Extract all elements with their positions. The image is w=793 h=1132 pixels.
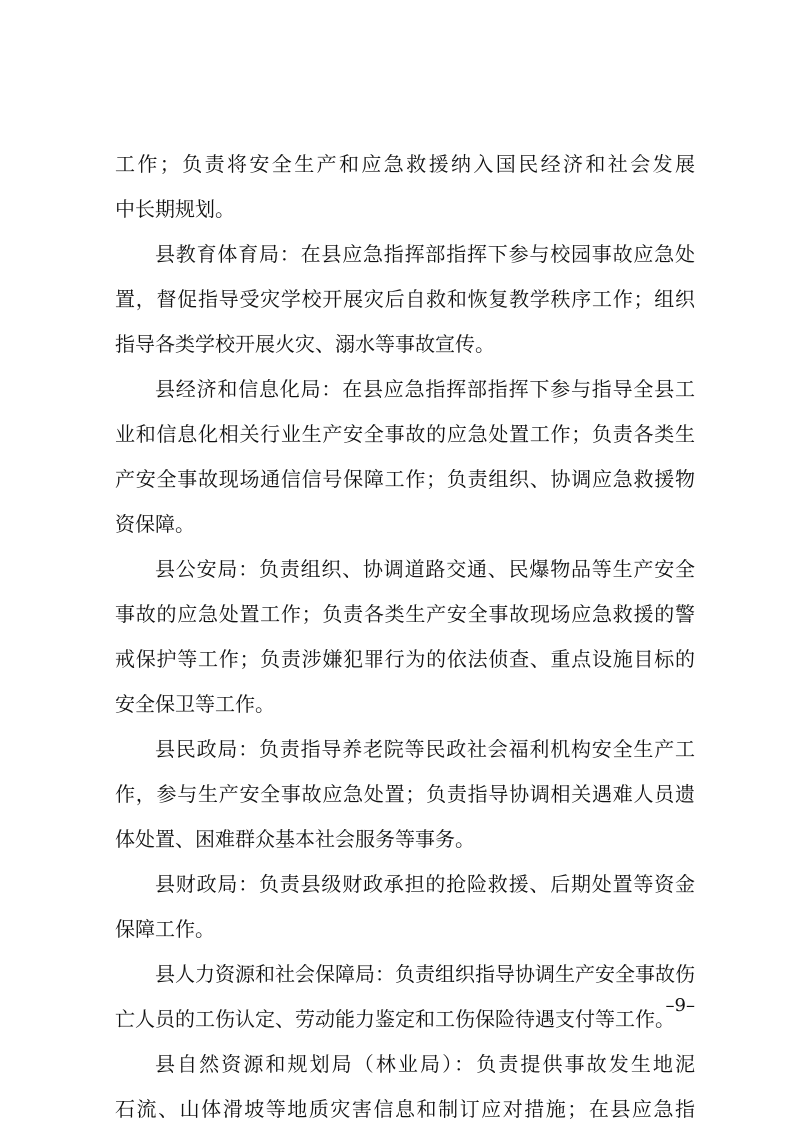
page-number: –9– [665,995,695,1016]
paragraph [115,1042,695,1132]
text-line: 事故的应急处置工作；负责各类生产安全事故现场应急救援的警 [115,602,695,626]
text-line: 县人力资源和社会保障局：负责组织指导协调生产安全事故伤 [155,962,695,986]
text-line: 安全保卫等工作。 [115,692,275,716]
text-line: 指导各类学校开展火灾、溺水等事故宣传。 [115,332,495,356]
text-line: 中长期规划。 [115,197,235,221]
text-line: 工作；负责将安全生产和应急救援纳入国民经济和社会发展 [115,152,695,176]
document-body [115,142,695,1132]
text-line: 县经济和信息化局：在县应急指挥部指挥下参与指导全县工 [155,377,695,401]
text-line: 资保障。 [115,512,195,536]
paragraph [115,547,695,727]
paragraph [115,367,695,547]
paragraph [115,952,695,1042]
text-line: 县财政局：负责县级财政承担的抢险救援、后期处置等资金 [155,872,695,896]
text-line: 县自然资源和规划局（林业局）：负责提供事故发生地泥 [155,1052,695,1076]
paragraph [115,727,695,862]
text-line: 保障工作。 [115,917,215,941]
paragraph [115,142,695,232]
text-line: 石流、山体滑坡等地质灾害信息和制订应对措施；在县应急指 [115,1097,695,1121]
paragraph [115,862,695,952]
text-line: 亡人员的工伤认定、劳动能力鉴定和工伤保险待遇支付等工作。 [115,1007,675,1031]
text-line: 县公安局：负责组织、协调道路交通、民爆物品等生产安全 [155,557,695,581]
text-line: 体处置、困难群众基本社会服务等事务。 [115,827,475,851]
text-line: 产安全事故现场通信信号保障工作；负责组织、协调应急救援物 [115,467,695,491]
text-line: 作，参与生产安全事故应急处置；负责指导协调相关遇难人员遗 [115,782,695,806]
text-line: 业和信息化相关行业生产安全事故的应急处置工作；负责各类生 [115,422,695,446]
text-line: 戒保护等工作；负责涉嫌犯罪行为的依法侦查、重点设施目标的 [115,647,695,671]
text-line: 县教育体育局：在县应急指挥部指挥下参与校园事故应急处 [155,242,695,266]
paragraph [115,232,695,367]
text-line: 县民政局：负责指导养老院等民政社会福利机构安全生产工 [155,737,695,761]
text-line: 置，督促指导受灾学校开展灾后自救和恢复教学秩序工作；组织 [115,287,695,311]
